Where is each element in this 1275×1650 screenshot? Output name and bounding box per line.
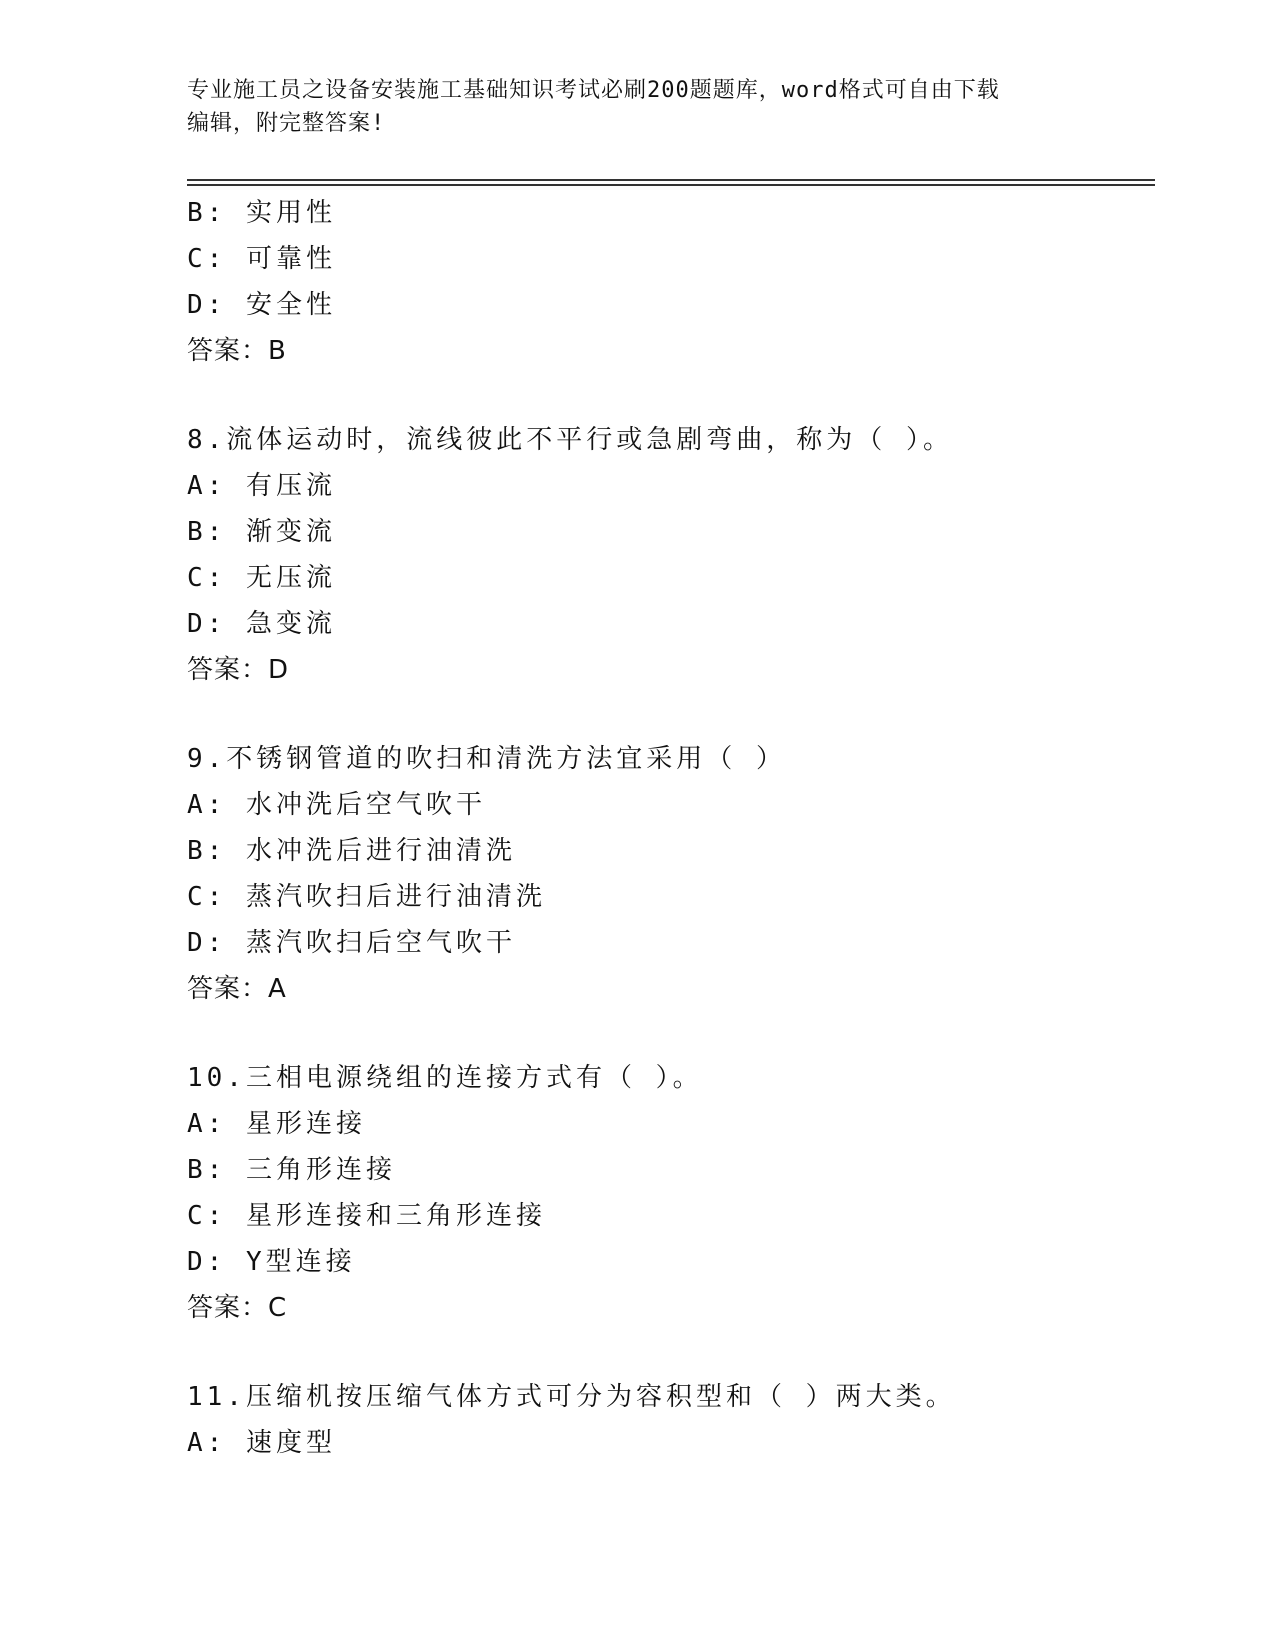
question-7-block bbox=[187, 190, 1147, 374]
option-b: B: 水冲洗后进行油清洗 bbox=[187, 836, 516, 866]
answer-text: 答案：C bbox=[187, 1293, 288, 1323]
option-d: D: Y型连接 bbox=[187, 1247, 356, 1277]
question-8-block bbox=[187, 417, 1147, 693]
question-10-block bbox=[187, 1055, 1147, 1331]
option-d: D: 蒸汽吹扫后空气吹干 bbox=[187, 928, 516, 958]
header-divider-bottom bbox=[187, 184, 1155, 186]
document-header bbox=[187, 74, 1087, 140]
option-b: B: 三角形连接 bbox=[187, 1155, 396, 1185]
question-text: 10.三相电源绕组的连接方式有（ ）。 bbox=[187, 1063, 703, 1093]
question-9-block bbox=[187, 736, 1147, 1012]
option-d: D: 急变流 bbox=[187, 609, 336, 639]
question-text: 9.不锈钢管道的吹扫和清洗方法宜采用（ ） bbox=[187, 744, 786, 774]
option-d: D: 安全性 bbox=[187, 290, 336, 320]
option-a: A: 星形连接 bbox=[187, 1109, 366, 1139]
option-b: B: 渐变流 bbox=[187, 517, 336, 547]
question-list bbox=[187, 190, 1147, 1466]
header-title-line-1: 专业施工员之设备安装施工基础知识考试必刷200题题库，word格式可自由下载 bbox=[187, 78, 1000, 103]
answer-text: 答案：A bbox=[187, 974, 287, 1004]
option-c: C: 星形连接和三角形连接 bbox=[187, 1201, 546, 1231]
option-a: A: 水冲洗后空气吹干 bbox=[187, 790, 486, 820]
option-c: C: 蒸汽吹扫后进行油清洗 bbox=[187, 882, 546, 912]
question-11-block bbox=[187, 1374, 1147, 1466]
option-c: C: 无压流 bbox=[187, 563, 336, 593]
answer-text: 答案：B bbox=[187, 336, 287, 366]
question-text: 8.流体运动时，流线彼此不平行或急剧弯曲，称为（ ）。 bbox=[187, 425, 953, 455]
question-text: 11.压缩机按压缩气体方式可分为容积型和（ ）两大类。 bbox=[187, 1382, 956, 1412]
answer-text: 答案：D bbox=[187, 655, 290, 685]
header-divider-top bbox=[187, 179, 1155, 181]
option-a: A: 速度型 bbox=[187, 1428, 336, 1458]
option-c: C: 可靠性 bbox=[187, 244, 336, 274]
option-a: A: 有压流 bbox=[187, 471, 336, 501]
option-b: B: 实用性 bbox=[187, 198, 336, 228]
header-title-line-2: 编辑，附完整答案! bbox=[187, 111, 386, 136]
